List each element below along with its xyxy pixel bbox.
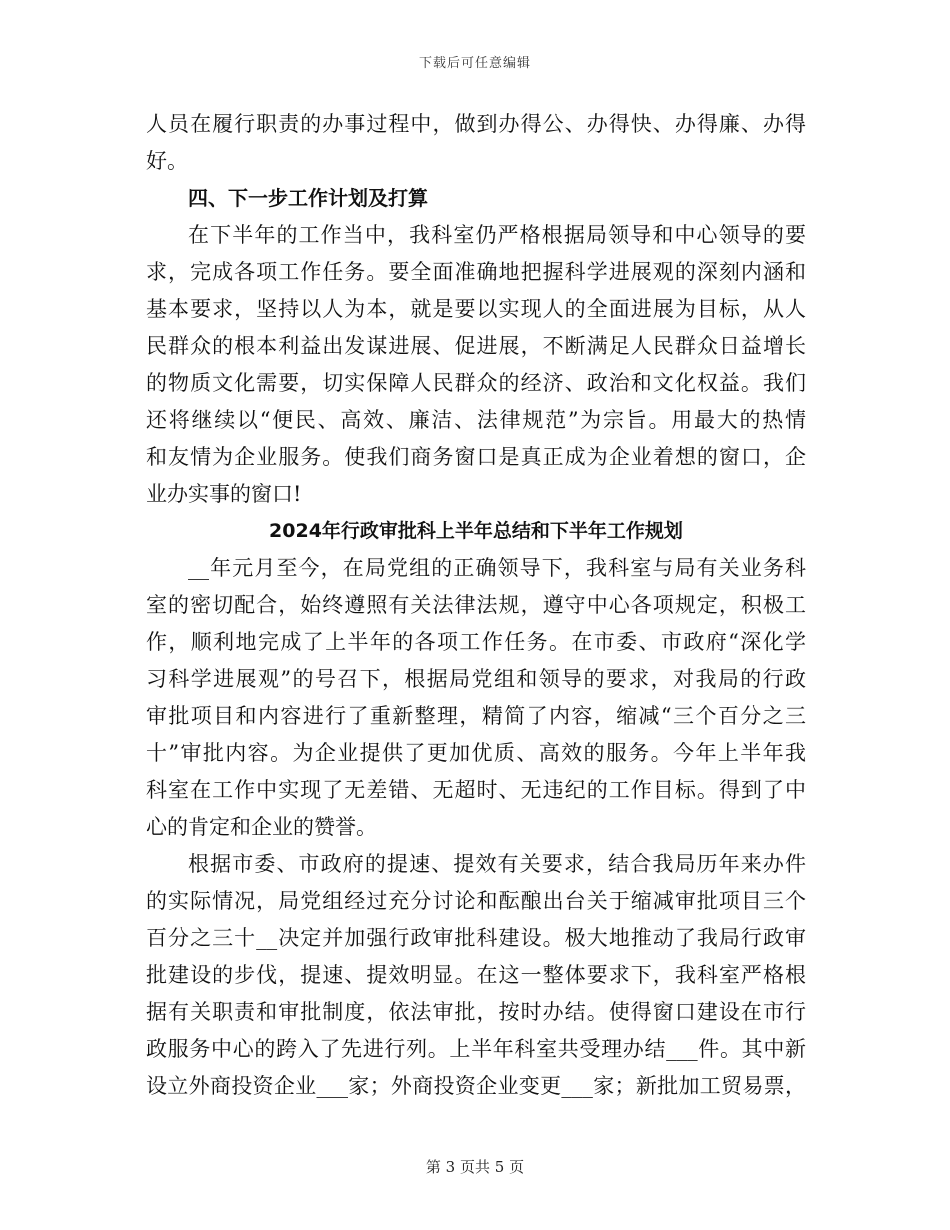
page-number: 第 3 页共 5 页: [425, 1158, 525, 1176]
text-line: 心的肯定和企业的赞誉。: [146, 815, 377, 839]
document-title: 2024年行政审批科上半年总结和下半年工作规划: [269, 520, 683, 542]
text-line: 求，完成各项工作任务。要全面准确地把握科学进展观的深刻内涵和: [146, 260, 806, 284]
text-line: 好。: [146, 149, 188, 173]
text-line: 的实际情况，局党组经过充分讨论和酝酿出台关于缩减审批项目三个: [146, 889, 806, 913]
text-line: 人员在履行职责的办事过程中，做到办得公、办得快、办得廉、办得: [146, 112, 806, 136]
section-heading: 四、下一步工作计划及打算: [188, 186, 428, 210]
text-line: 业办实事的窗口!: [146, 482, 302, 506]
text-line: __年元月至今，在局党组的正确领导下，我科室与局有关业务科: [188, 556, 806, 580]
text-line: 十”审批内容。为企业提供了更加优质、高效的服务。今年上半年我: [146, 741, 806, 765]
text-line: 审批项目和内容进行了重新整理，精简了内容，缩减“三个百分之三: [146, 704, 806, 728]
text-line: 民群众的根本利益出发谋进展、促进展，不断满足人民群众日益增长: [146, 334, 806, 358]
text-line: 室的密切配合，始终遵照有关法律法规，遵守中心各项规定，积极工: [146, 593, 806, 617]
page-header-note: 下载后可任意编辑: [418, 56, 531, 71]
text-line: 作，顺利地完成了上半年的各项工作任务。在市委、市政府“深化学: [146, 630, 806, 654]
text-line: 的物质文化需要，切实保障人民群众的经济、政治和文化权益。我们: [146, 371, 806, 395]
document-body: [146, 106, 806, 1105]
text-line: 政服务中心的跨入了先进行列。上半年科室共受理办结___件。其中新: [146, 1037, 806, 1061]
text-line: 据有关职责和审批制度，依法审批，按时办结。使得窗口建设在市行: [146, 1000, 806, 1024]
text-line: 基本要求，坚持以人为本，就是要以实现人的全面进展为目标，从人: [146, 297, 806, 321]
text-line: 科室在工作中实现了无差错、无超时、无违纪的工作目标。得到了中: [146, 778, 806, 802]
text-line: 还将继续以“便民、高效、廉洁、法律规范”为宗旨。用最大的热情: [146, 408, 806, 432]
text-line: 百分之三十__决定并加强行政审批科建设。极大地推动了我局行政审: [146, 926, 806, 950]
text-line: 根据市委、市政府的提速、提效有关要求，结合我局历年来办件: [188, 852, 806, 876]
text-line: 设立外商投资企业___家；外商投资企业变更___家；新批加工贸易票，: [146, 1074, 806, 1098]
text-line: 习科学进展观”的号召下，根据局党组和领导的要求，对我局的行政: [146, 667, 806, 691]
text-line: 批建设的步伐，提速、提效明显。在这一整体要求下，我科室严格根: [146, 963, 806, 987]
text-line: 和友情为企业服务。使我们商务窗口是真正成为企业着想的窗口，企: [146, 445, 806, 469]
text-line: 在下半年的工作当中，我科室仍严格根据局领导和中心领导的要: [188, 223, 806, 247]
